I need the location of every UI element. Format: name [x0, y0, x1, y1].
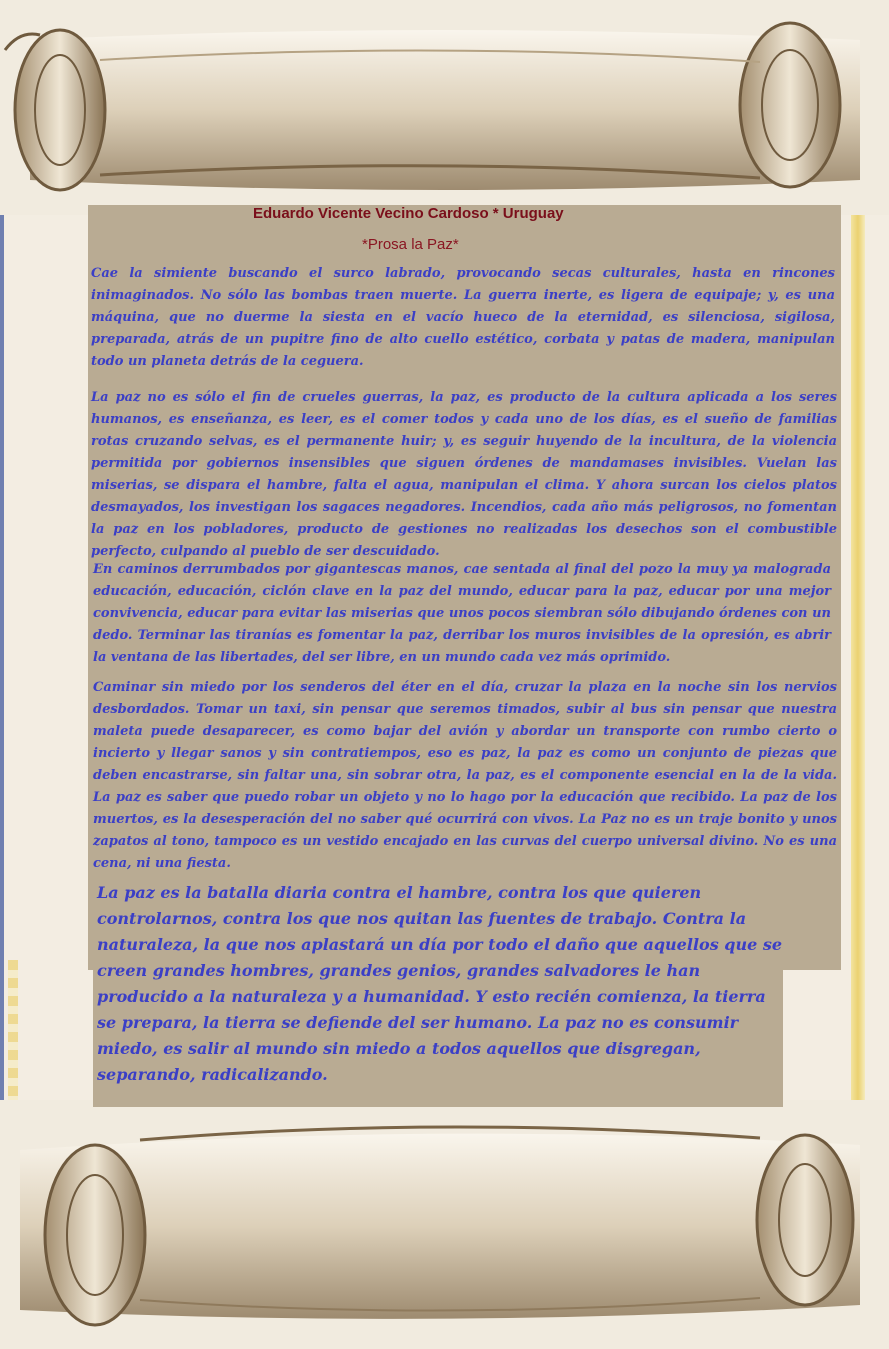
- scroll-top-image: [0, 0, 889, 215]
- paragraph-1: Cae la simiente buscando el surco labrado, provocando secas culturales, hasta en rincones inimaginados. No sólo las bombas traen muerte. La guerra inerte, es ligera de equipaje; y, es una máquina, que no duerme la siesta en el vacío hueco de la eternidad, es silenciosa, sigilosa, preparada, atrás de un pupitre fino de alto cuello estético, corbata y patas de madera, manipulan todo un planeta detrás de la ceguera.: [91, 266, 835, 369]
- paragraph-2: La paz no es sólo el fin de crueles guerras, la paz, es producto de la cultura aplicada a los seres humanos, es enseñanza, es leer, es el comer todos y cada uno de los días, es el sueño de familias rotas cruzando selvas, es el permanente huir; y, es seguir huyendo de la incultura, de la violencia permitida por gobiernos insensibles que siguen órdenes de mandamases invisibles. Vuelan las miserias, se dispara el hambre, falta el agua, manipulan el clima. Y ahora surcan los cielos platos desmayados, los investigan los sagaces negadores. Incendios, cada año más peligrosos, no fomentan la paz en los pobladores, producto de gestiones no realizadas los desechos son el combustible perfecto, culpando al pueblo de ser descuidado.: [91, 390, 837, 559]
- paragraph-3: En caminos derrumbados por gigantescas manos, cae sentada al final del pozo la muy ya malograda educación, educación, ciclón clave en la paz del mundo, educar para la paz, educar por una mejor convivencia, educar para evitar las miserias que unos pocos siembran sólo dibujando órdenes con un dedo. Terminar las tiranías es fomentar la paz, derribar los muros invisibles de la opresión, es abrir la ventana de las libertades, del ser libre, en un mundo cada vez más oprimido.: [93, 562, 831, 665]
- author-heading: Eduardo Vicente Vecino Cardoso * Uruguay: [253, 205, 564, 222]
- paragraph-5: La paz es la batalla diaria contra el hambre, contra los que quieren controlarnos, contra los que nos quitan las fuentes de trabajo. Contra la naturaleza, la que nos aplastará un día por todo el daño que aquellos que se creen grandes hombres, grandes genios, grandes salvadores le han producido a la naturaleza y a humanidad. Y esto recién comienza, la tierra se prepara, la tierra se defiende del ser humano. La paz no es consumir miedo, es salir al mundo sin miedo a todos aquellos que disgregan, separando, radicalizando.: [97, 883, 783, 1084]
- paragraph-4: Caminar sin miedo por los senderos del éter en el día, cruzar la plaza en la noche sin los nervios desbordados. Tomar un taxi, sin pensar que seremos timados, subir al bus sin pensar que nuestra maleta puede desaparecer, es como bajar del avión y abordar un transporte con rumbo cierto o incierto y llegar sanos y sin contratiempos, eso es paz, la paz es como un conjunto de piezas que deben encastrarse, sin faltar una, sin sobrar otra, la paz, es el componente esencial en la de la vida. La paz es saber que puedo robar un objeto y no lo hago por la educación que recibido. La paz de los muertos, es la desesperación del no saber qué ocurrirá con vivos. La Paz no es un traje bonito y unos zapatos al tono, tampoco es un vestido encajado en las curvas del cuerpo universal divino. No es una cena, ni una fiesta.: [93, 680, 837, 871]
- scroll-bottom-image: [0, 1100, 889, 1349]
- poem-title: *Prosa la Paz*: [362, 236, 459, 253]
